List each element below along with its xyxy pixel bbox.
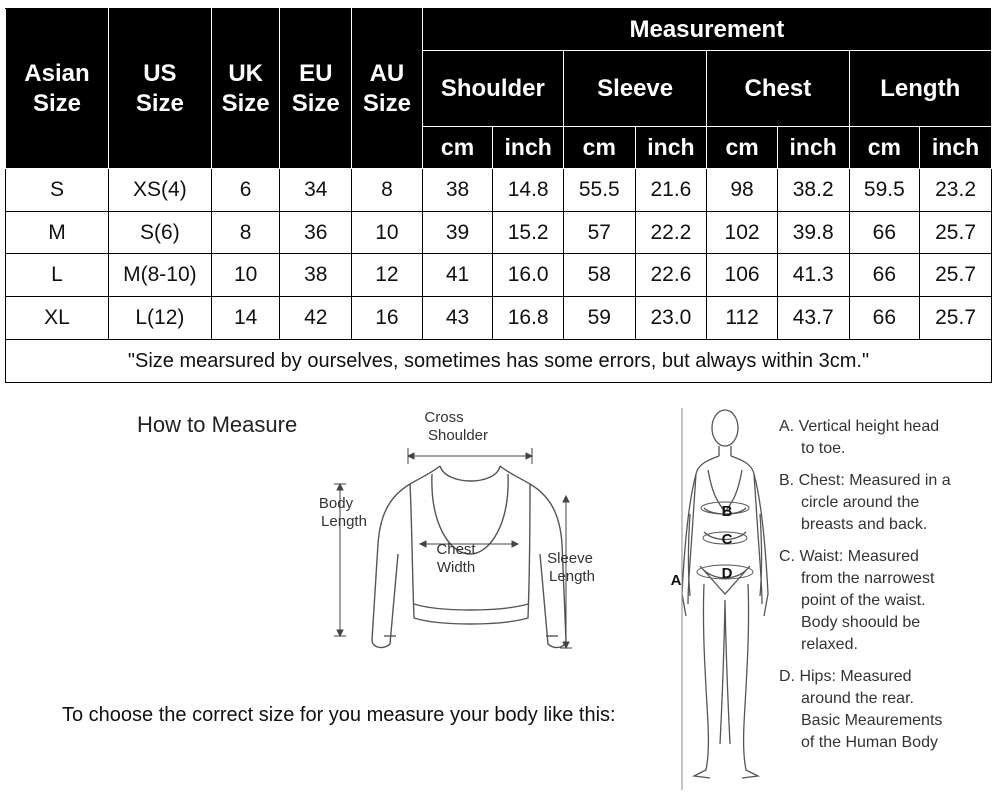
table-cell: 42 xyxy=(280,297,352,340)
table-cell: 106 xyxy=(707,254,778,297)
table-cell: 12 xyxy=(352,254,423,297)
table-cell: 16.8 xyxy=(493,297,564,340)
table-cell: 66 xyxy=(849,254,920,297)
table-cell: L(12) xyxy=(108,297,211,340)
header-length: Length xyxy=(849,51,991,127)
header-asian-size: Asian Size xyxy=(6,9,109,169)
table-cell: L xyxy=(6,254,109,297)
header-unit: inch xyxy=(777,127,849,169)
legend-text: Basic Meaurements xyxy=(801,712,943,729)
table-cell: 98 xyxy=(707,169,778,212)
table-cell: 22.2 xyxy=(635,212,707,254)
table-cell: 66 xyxy=(849,297,920,340)
table-cell: 38 xyxy=(422,169,493,212)
table-cell: 59 xyxy=(563,297,635,340)
legend-text: of the Human Body xyxy=(801,734,938,751)
table-cell: S xyxy=(6,169,109,212)
label-body: Body xyxy=(318,495,354,512)
table-cell: 38.2 xyxy=(777,169,849,212)
legend-text: D. Hips: Measured xyxy=(779,668,912,685)
header-chest: Chest xyxy=(707,51,849,127)
table-cell: 10 xyxy=(211,254,280,297)
legend-item-c xyxy=(779,546,994,656)
label-c: C xyxy=(721,531,733,548)
legend-text: from the narrowest xyxy=(801,570,935,587)
legend-text: C. Waist: Measured xyxy=(779,548,919,565)
table-cell: 10 xyxy=(352,212,423,254)
table-cell: 38 xyxy=(280,254,352,297)
table-cell: 25.7 xyxy=(920,297,992,340)
table-cell: 66 xyxy=(849,212,920,254)
header-unit: cm xyxy=(707,127,778,169)
table-cell: 112 xyxy=(707,297,778,340)
table-cell: 55.5 xyxy=(563,169,635,212)
legend-text: circle around the xyxy=(801,494,920,511)
legend-text: around the rear. xyxy=(801,690,914,707)
how-to-measure-title: How to Measure xyxy=(137,412,298,437)
legend-item-a xyxy=(779,416,994,460)
header-uk-size: UK Size xyxy=(211,9,280,169)
table-cell: 23.0 xyxy=(635,297,707,340)
table-cell: 43 xyxy=(422,297,493,340)
garment-measure-diagram xyxy=(300,404,640,666)
table-cell: 15.2 xyxy=(493,212,564,254)
table-cell: 34 xyxy=(280,169,352,212)
label-b: B xyxy=(721,503,733,520)
table-cell: 36 xyxy=(280,212,352,254)
table-cell: 14 xyxy=(211,297,280,340)
legend-text: to toe. xyxy=(801,440,846,457)
label-shoulder: Shoulder xyxy=(427,427,489,444)
table-cell: 59.5 xyxy=(849,169,920,212)
table-row xyxy=(6,212,992,254)
legend-item-d xyxy=(779,666,994,754)
header-au-size: AU Size xyxy=(352,9,423,169)
table-row xyxy=(6,254,992,297)
label-d: D xyxy=(721,565,733,582)
table-cell: 41 xyxy=(422,254,493,297)
header-sleeve: Sleeve xyxy=(563,51,706,127)
table-cell: 16 xyxy=(352,297,423,340)
label-cross: Cross xyxy=(424,409,464,426)
label-width: Width xyxy=(436,559,476,576)
header-unit: cm xyxy=(422,127,493,169)
table-cell: XS(4) xyxy=(108,169,211,212)
size-chart-table xyxy=(5,8,992,382)
label-chest: Chest xyxy=(436,541,476,558)
table-cell: 41.3 xyxy=(777,254,849,297)
table-cell: 21.6 xyxy=(635,169,707,212)
measurement-legend xyxy=(779,416,994,764)
label-sleeve-length: Length xyxy=(549,568,595,585)
table-cell: 39 xyxy=(422,212,493,254)
legend-text: breasts and back. xyxy=(801,516,928,533)
table-cell: 57 xyxy=(563,212,635,254)
table-cell: 8 xyxy=(211,212,280,254)
header-measurement: Measurement xyxy=(422,9,991,51)
table-cell: 43.7 xyxy=(777,297,849,340)
table-cell: 8 xyxy=(352,169,423,212)
table-cell: 25.7 xyxy=(920,212,992,254)
legend-item-b xyxy=(779,470,994,536)
legend-text: A. Vertical height head xyxy=(779,418,940,435)
table-cell: M xyxy=(6,212,109,254)
measurement-note: "Size mearsured by ourselves, sometimes has some errors, but always within 3cm." xyxy=(6,340,992,383)
header-us-size: US Size xyxy=(108,9,211,169)
label-sleeve: Sleeve xyxy=(547,550,593,567)
choose-size-text: To choose the correct size for you measure your body like this: xyxy=(62,704,616,726)
table-row xyxy=(6,297,992,340)
table-cell: XL xyxy=(6,297,109,340)
label-body-length: Length xyxy=(321,513,367,530)
table-cell: S(6) xyxy=(108,212,211,254)
table-cell: 39.8 xyxy=(777,212,849,254)
header-unit: cm xyxy=(849,127,920,169)
table-cell: 6 xyxy=(211,169,280,212)
table-cell: 16.0 xyxy=(493,254,564,297)
header-unit: cm xyxy=(563,127,635,169)
legend-text: point of the waist. xyxy=(801,592,926,609)
header-unit: inch xyxy=(635,127,707,169)
table-cell: 14.8 xyxy=(493,169,564,212)
header-eu-size: EU Size xyxy=(280,9,352,169)
table-cell: 23.2 xyxy=(920,169,992,212)
table-cell: 102 xyxy=(707,212,778,254)
legend-text: Body shoould be xyxy=(801,614,921,631)
table-cell: 25.7 xyxy=(920,254,992,297)
table-row xyxy=(6,169,992,212)
table-cell: 58 xyxy=(563,254,635,297)
body-figure-diagram xyxy=(664,404,774,794)
table-cell: M(8-10) xyxy=(108,254,211,297)
header-unit: inch xyxy=(920,127,992,169)
label-a: A xyxy=(670,572,682,589)
legend-text: relaxed. xyxy=(801,636,858,653)
header-unit: inch xyxy=(493,127,564,169)
table-cell: 22.6 xyxy=(635,254,707,297)
header-shoulder: Shoulder xyxy=(422,51,563,127)
legend-text: B. Chest: Measured in a xyxy=(779,472,951,489)
